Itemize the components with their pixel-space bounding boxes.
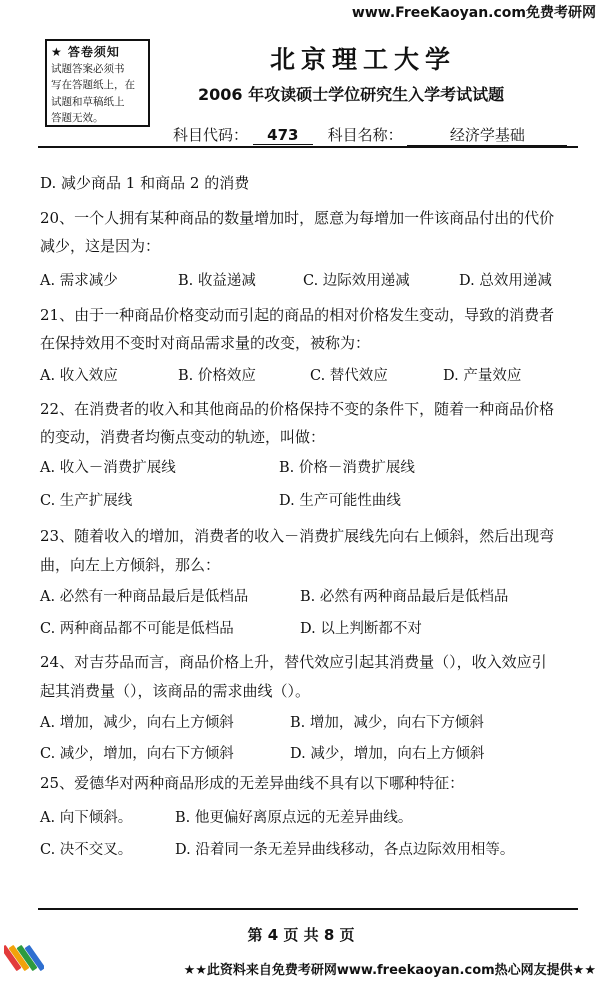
question-23-cont: 曲，向左上方倾斜，那么： — [40, 556, 221, 574]
q20-option-b: B. 收益递减 — [178, 273, 256, 289]
question-22: 22、在消费者的收入和其他商品的价格保持不变的条件下，随着一种商品价格 — [40, 400, 555, 418]
question-20-cont: 减少，这是因为： — [40, 237, 161, 255]
q24-option-d: D. 减少，增加，向右上方倾斜 — [290, 746, 485, 762]
q22-option-d: D. 生产可能性曲线 — [279, 493, 401, 509]
subject-label: 科目名称： — [327, 126, 403, 144]
notice-line: 试题答案必须书 — [51, 62, 125, 75]
notice-line: 写在答题纸上，在 — [51, 79, 135, 91]
code-label: 科目代码： — [173, 126, 249, 144]
site-banner: www.FreeKaoyan.com免费考研网 — [351, 5, 596, 21]
q25-option-b: B. 他更偏好离原点远的无差异曲线。 — [175, 810, 413, 826]
q23-option-d: D. 以上判断都不对 — [300, 621, 422, 637]
subject-name: 经济学基础 — [407, 124, 567, 146]
q24-option-c: C. 减少，增加，向右下方倾斜 — [40, 746, 234, 762]
q25-option-d: D. 沿着同一条无差异曲线移动，各点边际效用相等。 — [175, 842, 515, 858]
question-22-cont: 的变动，消费者均衡点变动的轨迹，叫做： — [40, 428, 326, 446]
answer-notice-box — [45, 39, 150, 127]
university-name: 北京理工大学 — [270, 45, 457, 74]
q21-option-d: D. 产量效应 — [443, 368, 522, 384]
question-21-cont: 在保持效用不变时对商品需求量的改变，被称为： — [40, 334, 371, 352]
q25-option-c: C. 决不交叉。 — [40, 842, 133, 858]
subject-code-line — [173, 124, 567, 146]
notice-line: 答题无效。 — [51, 112, 104, 124]
notice-line: 试题和草稿纸上 — [51, 95, 125, 108]
question-25: 25、爱德华对两种商品形成的无差异曲线不具有以下哪种特征： — [40, 774, 465, 792]
q20-option-c: C. 边际效用递减 — [303, 273, 410, 289]
q24-option-a: A. 增加，减少，向右上方倾斜 — [40, 715, 234, 731]
subject-code: 473 — [253, 126, 313, 145]
source-footer: ★★此资料来自免费考研网www.freekaoyan.com热心网友提供★★ — [183, 963, 596, 978]
pencils-logo-icon — [4, 938, 44, 978]
q21-option-c: C. 替代效应 — [310, 368, 388, 384]
q22-option-b: B. 价格－消费扩展线 — [279, 460, 415, 476]
q22-option-c: C. 生产扩展线 — [40, 493, 133, 509]
question-24-cont: 起其消费量（），该商品的需求曲线（）。 — [40, 682, 311, 700]
q23-option-b: B. 必然有两种商品最后是低档品 — [300, 589, 509, 605]
q22-option-a: A. 收入－消费扩展线 — [40, 460, 176, 476]
question-24: 24、对吉芬品而言，商品价格上升，替代效应引起其消费量（），收入效应引 — [40, 653, 547, 671]
q21-option-b: B. 价格效应 — [178, 368, 256, 384]
question-20: 20、一个人拥有某种商品的数量增加时，愿意为每增加一件该商品付出的代价 — [40, 209, 555, 227]
q25-option-a: A. 向下倾斜。 — [40, 810, 133, 826]
q24-option-b: B. 增加，减少，向右下方倾斜 — [290, 715, 484, 731]
q23-option-c: C. 两种商品都不可能是低档品 — [40, 621, 234, 637]
exam-title: 2006 年攻读硕士学位研究生入学考试试题 — [198, 85, 505, 104]
question-21: 21、由于一种商品价格变动而引起的商品的相对价格发生变动，导致的消费者 — [40, 306, 555, 324]
page-number: 第 4 页 共 8 页 — [247, 926, 355, 944]
q23-option-a: A. 必然有一种商品最后是低档品 — [40, 589, 249, 605]
question-23: 23、随着收入的增加，消费者的收入－消费扩展线先向右上倾斜，然后出现弯 — [40, 527, 555, 545]
q20-option-d: D. 总效用递减 — [459, 273, 552, 289]
question-text-line: D. 减少商品 1 和商品 2 的消费 — [40, 174, 250, 192]
q20-option-a: A. 需求减少 — [40, 273, 118, 289]
notice-title: ★ 答卷须知 — [51, 45, 120, 59]
footer-rule — [38, 908, 578, 910]
header-rule — [38, 146, 578, 148]
q21-option-a: A. 收入效应 — [40, 368, 118, 384]
